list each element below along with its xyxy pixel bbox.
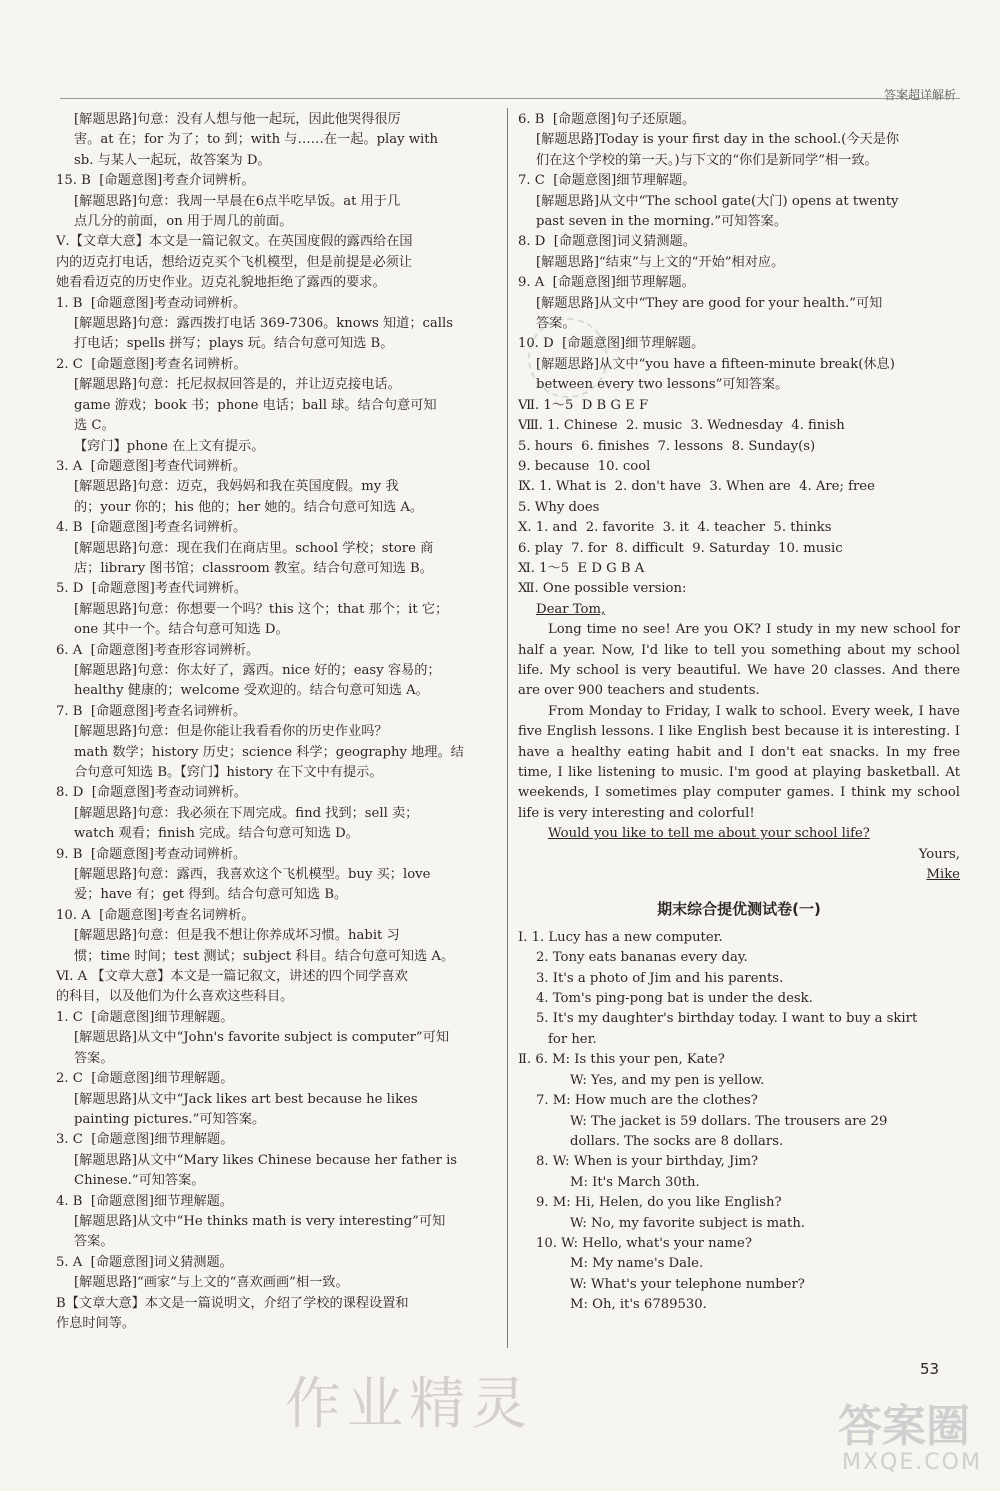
text-line: [解题思路]从文中“John's favorite subject is computer”可知 [74, 1030, 450, 1046]
text-line: [解题思路]句意：迈克，我妈妈和我在英国度假。my 我 [74, 479, 399, 495]
text-line: W: Yes, and my pen is yellow. [570, 1072, 765, 1088]
text-line: 10. A [命题意图]考查名词辨析。 [56, 907, 255, 923]
text-line: W: No, my favorite subject is math. [570, 1215, 806, 1231]
text-line: 9. B [命题意图]考查动词辨析。 [56, 846, 247, 862]
text-line: 7. B [命题意图]考查名词辨析。 [56, 703, 247, 719]
text-line: 8. D [命题意图]词义猜测题。 [518, 234, 696, 250]
text-line: past seven in the morning.”可知答案。 [536, 214, 788, 230]
text-line: for her. [548, 1031, 597, 1047]
text-line: [解题思路]句意：露西，我喜欢这个飞机模型。buy 买；love [74, 867, 431, 883]
letter-greeting: Dear Tom, [536, 601, 606, 617]
text-line: 9. because 10. cool [518, 458, 651, 474]
text-line: 【窍门】phone 在上文有提示。 [74, 438, 265, 454]
text-line: 点几分的前面，on 用于周几的前面。 [74, 214, 293, 230]
text-line: 选 C。 [74, 418, 115, 434]
text-line: 们在这个学校的第一天。)与下文的“你们是新同学”相一致。 [536, 152, 878, 168]
text-line: healthy 健康的；welcome 受欢迎的。结合句意可知选 A。 [74, 683, 429, 699]
text-line: Ⅴ.【文章大意】本文是一篇记叙文。在英国度假的露西给在国 [56, 234, 413, 250]
header-rule [60, 98, 960, 99]
text-line: [解题思路]句意：但是我不想让你养成坏习惯。habit 习 [74, 928, 400, 944]
text-line: [解题思路]从文中“He thinks math is very interesting”可知 [74, 1213, 446, 1229]
text-line: [解题思路]句意：你太好了，露西。nice 好的；easy 容易的； [74, 662, 441, 678]
text-line: 惯；time 时间；test 测试；subject 科目。结合句意可知选 A。 [74, 948, 455, 964]
text-line: W: The jacket is 59 dollars. The trousers are 29 [570, 1113, 888, 1129]
test-answers [518, 928, 960, 1316]
text-line: [解题思路]句意：露西拨打电话 369-7306。knows 知道；calls [74, 316, 453, 332]
text-line: Ⅵ. A 【文章大意】本文是一篇记叙文，讲述的四个同学喜欢 [56, 969, 408, 985]
text-line: game 游戏；book 书；phone 电话；ball 球。结合句意可知 [74, 397, 437, 413]
letter-closing: Yours, [918, 846, 960, 862]
text-line: Ⅸ. 1. What is 2. don't have 3. When are 4. Are; free [518, 479, 875, 495]
page-header: 答案超详解析 [883, 88, 956, 102]
text-line: Ⅷ. 1. Chinese 2. music 3. Wednesday 4. finish [518, 418, 845, 434]
text-line: 她看看迈克的历史作业。迈克礼貌地拒绝了露西的要求。 [56, 275, 386, 291]
text-line: [解题思路]从文中“Mary likes Chinese because her father is [74, 1152, 458, 1168]
text-line: 合句意可知选 B。【窍门】history 在下文中有提示。 [74, 765, 383, 780]
text-line: 答案。 [536, 316, 576, 332]
text-line: 2. Tony eats bananas every day. [536, 950, 748, 966]
text-line: 打电话；spells 拼写；plays 玩。结合句意可知选 B。 [74, 336, 394, 352]
text-line: 2. C [命题意图]细节理解题。 [56, 1071, 234, 1087]
text-line: 5. Why does [518, 499, 600, 515]
watermark-logo: 答案圈 [838, 1401, 970, 1452]
text-line: 的科目，以及他们为什么喜欢这些科目。 [56, 989, 294, 1005]
text-line: B【文章大意】本文是一篇说明文，介绍了学校的课程设置和 [56, 1295, 409, 1311]
text-line: [解题思路]句意：你想要一个吗？this 这个；that 那个；it 它； [74, 601, 449, 617]
page-number: 53 [920, 1360, 940, 1378]
text-line: Ⅺ. 1～5 E D G B A [518, 560, 645, 576]
text-line: 店；library 图书馆；classroom 教室。结合句意可知选 B。 [74, 560, 433, 576]
text-line: 5. hours 6. finishes 7. lessons 8. Sunday(s) [518, 438, 816, 454]
text-line: sb. 与某人一起玩，故答案为 D。 [74, 152, 271, 168]
text-line: 1. B [命题意图]考查动词辨析。 [56, 295, 247, 311]
text-line: 害。at 在；for 为了；to 到；with 与……在一起。play with [74, 132, 439, 148]
text-line: 4. B [命题意图]细节理解题。 [56, 1193, 234, 1209]
column-divider [507, 108, 508, 1348]
left-column [56, 110, 496, 1334]
text-line: 6. B [命题意图]句子还原题。 [518, 112, 696, 127]
text-line: between every two lessons”可知答案。 [536, 377, 789, 393]
text-line: 答案。 [74, 1050, 114, 1066]
text-line: Ⅱ. 6. M: Is this your pen, Kate? [518, 1052, 725, 1068]
text-line: 爱；have 有；get 得到。结合句意可知选 B。 [74, 887, 348, 903]
text-line: 作息时间等。 [56, 1315, 136, 1331]
right-column [518, 110, 960, 1316]
text-line: 5. D [命题意图]考查代词辨析。 [56, 581, 248, 597]
text-line: painting pictures.”可知答案。 [74, 1111, 266, 1127]
text-line: 8. W: When is your birthday, Jim? [536, 1154, 759, 1170]
text-line: 6. play 7. for 8. difficult 9. Saturday 10. music [518, 540, 843, 556]
text-line: 4. Tom's ping-pong bat is under the desk. [536, 991, 813, 1007]
letter-paragraph-3: Would you like to tell me about your school life? [548, 826, 870, 842]
text-line: 5. A [命题意图]词义猜测题。 [56, 1254, 233, 1270]
text-line: [解题思路]“画家”与上文的“喜欢画画”相一致。 [74, 1275, 349, 1291]
text-line: Ⅰ. 1. Lucy has a new computer. [518, 929, 723, 945]
watermark-url: MXQE.COM [842, 1450, 982, 1475]
text-line: [解题思路]句意：我周一早晨在6点半吃早饭。at 用于几 [74, 193, 401, 209]
text-line: M: My name's Dale. [570, 1256, 704, 1272]
text-line: M: It's March 30th. [570, 1174, 700, 1190]
text-line: 内的迈克打电话，想给迈克买个飞机模型，但是前提是必须让 [56, 254, 413, 270]
text-line: [解题思路]从文中“Jack likes art best because he likes [74, 1091, 418, 1107]
text-line: 9. M: Hi, Helen, do you like English? [536, 1195, 782, 1211]
text-line: [解题思路]句意：没有人想与他一起玩，因此他哭得很厉 [74, 112, 401, 127]
text-line: [解题思路]从文中“The school gate(大门) opens at twenty [536, 193, 899, 209]
text-line: Chinese.”可知答案。 [74, 1173, 205, 1189]
text-line: W: What's your telephone number? [570, 1276, 805, 1292]
text-line: 3. C [命题意图]细节理解题。 [56, 1132, 234, 1148]
text-line: [解题思路]“结束”与上文的“开始”相对应。 [536, 254, 785, 270]
text-line: 10. D [命题意图]细节理解题。 [518, 336, 705, 352]
letter-signature: Mike [926, 867, 960, 883]
text-line: [解题思路]句意：托尼叔叔回答是的，并让迈克接电话。 [74, 377, 401, 393]
text-line: Ⅻ. One possible version: [518, 581, 687, 597]
text-line: Ⅹ. 1. and 2. favorite 3. it 4. teacher 5. thinks [518, 520, 832, 536]
text-line: watch 观看；finish 完成。结合句意可知选 D。 [74, 826, 359, 842]
text-line: [解题思路]句意：但是你能让我看看你的历史作业吗？ [74, 724, 388, 740]
text-line: 9. A [命题意图]细节理解题。 [518, 275, 695, 291]
text-line: 5. It's my daughter's birthday today. I want to buy a skirt [536, 1011, 918, 1027]
text-line: 答案。 [74, 1234, 114, 1250]
text-line: 1. C [命题意图]细节理解题。 [56, 1009, 234, 1025]
text-line: [解题思路]从文中“you have a fifteen-minute break(休息) [536, 356, 895, 372]
text-line: M: Oh, it's 6789530. [570, 1297, 707, 1313]
text-line: 4. B [命题意图]考查名词辨析。 [56, 520, 247, 536]
text-line: [解题思路]句意：我必须在下周完成。find 找到；sell 卖； [74, 805, 419, 821]
test-title: 期末综合提优测试卷(一) [657, 900, 821, 919]
text-line: 的；your 你的；his 他的；her 她的。结合句意可知选 A。 [74, 499, 424, 515]
text-line: [解题思路]句意：现在我们在商店里。school 学校；store 商 [74, 540, 434, 556]
sample-letter [518, 600, 960, 886]
text-line: dollars. The socks are 8 dollars. [570, 1133, 784, 1149]
text-line: [解题思路]从文中“They are good for your health.”可知 [536, 295, 883, 311]
text-line: 7. M: How much are the clothes? [536, 1093, 758, 1109]
text-line: 10. W: Hello, what's your name? [536, 1235, 752, 1251]
text-line: [解题思路]Today is your first day in the school.(今天是你 [536, 132, 900, 148]
letter-paragraph-1: Long time no see! Are you OK? I study in my new school for half a year. Now, I'd like to tell you something about my school life. My school is very beautiful. We have 20 classes. And there are over 900 teachers and students. [518, 622, 960, 699]
text-line: 2. C [命题意图]考查名词辨析。 [56, 356, 247, 372]
text-line: 15. B [命题意图]考查介词辨析。 [56, 173, 255, 189]
text-line: 6. A [命题意图]考查形容词辨析。 [56, 642, 260, 658]
letter-paragraph-2: From Monday to Friday, I walk to school. Every week, I have five English lessons. I like English best because it is interesting. I have a healthy eating habit and I don't eat snacks. In my free time, I like listening to music. I'm good at playing basketball. At weekends, I sometimes play computer games. I think my school life is very interesting and colorful! [518, 703, 960, 821]
text-line: 8. D [命题意图]考查动词辨析。 [56, 785, 248, 801]
text-line: 3. A [命题意图]考查代词辨析。 [56, 458, 247, 474]
text-line: one 其中一个。结合句意可知选 D。 [74, 622, 289, 638]
text-line: 7. C [命题意图]细节理解题。 [518, 173, 696, 189]
text-line: math 数学；history 历史；science 科学；geography 地理。结 [74, 744, 464, 760]
watermark-text: 作业精灵 [285, 1372, 533, 1437]
text-line: 3. It's a photo of Jim and his parents. [536, 970, 784, 986]
text-line: Ⅶ. 1～5 D B G E F [518, 397, 649, 413]
answer-list [518, 110, 960, 600]
